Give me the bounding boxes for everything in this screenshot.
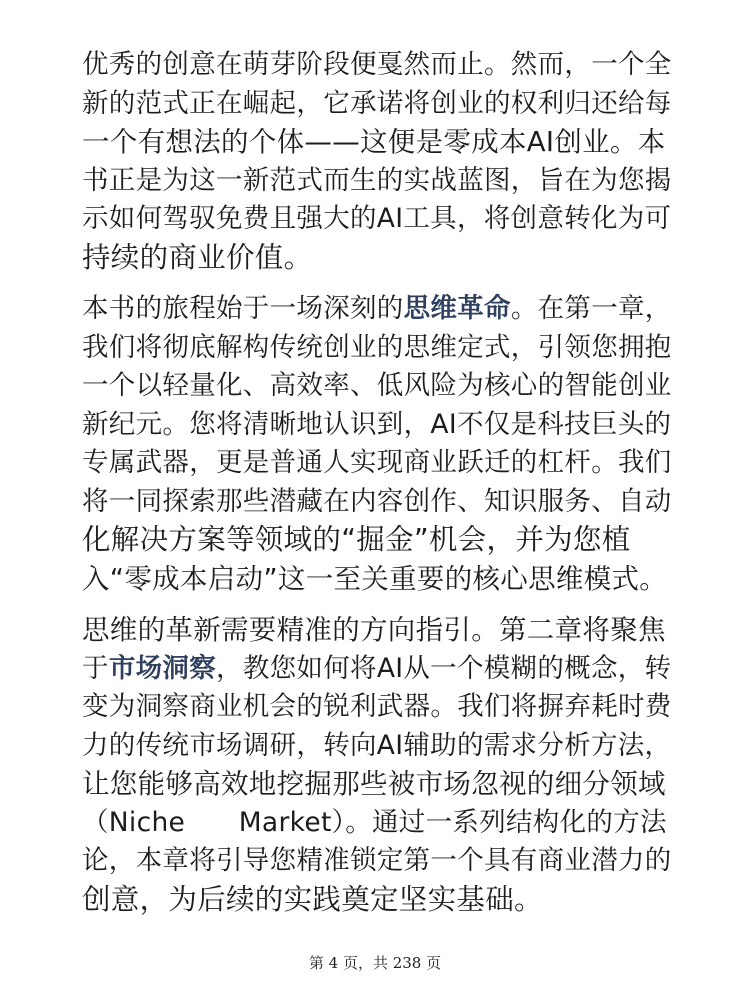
text-line	[82, 290, 672, 329]
text-line	[82, 842, 672, 881]
text-run: 一个以轻量化、高效率、低风险为核心的智能创业	[82, 370, 672, 401]
text-run: 力的传统市场调研，转向AI辅助的需求分析方法，	[82, 729, 672, 761]
text-run: 于	[82, 652, 109, 684]
text-line	[82, 521, 672, 560]
text-line	[82, 444, 672, 483]
text-run: ，教您如何将AI从一个模糊的概念，转	[216, 652, 672, 684]
paragraph	[82, 290, 672, 598]
text-line	[82, 560, 672, 599]
text-line	[82, 881, 672, 920]
text-line	[82, 85, 672, 124]
text-line	[82, 650, 672, 689]
text-line	[82, 239, 672, 278]
text-line	[82, 329, 672, 368]
text-run: 本书的旅程始于一场深刻的	[82, 293, 404, 324]
text-line	[82, 688, 672, 727]
text-run: 示如何驾驭免费且强大的AI工具，将创意转化为可	[82, 203, 672, 234]
text-line	[82, 162, 672, 201]
document-body	[82, 46, 672, 932]
paragraph	[82, 46, 672, 277]
text-run: 优秀的创意在萌芽阶段便戛然而止。然而，一个全	[82, 49, 672, 80]
text-run: 将一同探索那些潜藏在内容创作、知识服务、自动	[82, 485, 672, 517]
text-line	[82, 46, 672, 85]
text-run: 入“零成本启动”这一至关重要的核心思维模式。	[82, 562, 668, 595]
text-run: 书正是为这一新范式而生的实战蓝图，旨在为您揭	[82, 164, 672, 196]
text-run: （Niche Market）。通过一系列结构化的方法	[82, 806, 667, 838]
text-run: 化解决方案等领域的“掘金”机会，并为您植	[82, 523, 631, 556]
text-line	[82, 765, 672, 804]
text-run: 一个有想法的个体——这便是零成本AI创业。本	[82, 126, 666, 158]
text-line	[82, 200, 672, 239]
text-line	[82, 367, 672, 406]
text-run: 。在第一章，	[510, 293, 672, 324]
highlighted-term: 市场洞察	[108, 652, 217, 684]
text-run: 创意，为后续的实践奠定坚实基础。	[82, 882, 543, 916]
text-run: 持续的商业价值。	[82, 240, 313, 274]
text-run: 新纪元。您将清晰地认识到，AI不仅是科技巨头的	[82, 408, 672, 440]
text-line	[82, 483, 672, 522]
text-line	[82, 123, 672, 162]
text-run: 专属武器，更是普通人实现商业跃迁的杠杆。我们	[82, 447, 672, 478]
page-number-footer: 第 4 页，共 238 页	[308, 954, 442, 972]
text-run: 变为洞察商业机会的锐利武器。我们将摒弃耗时费	[82, 691, 672, 722]
text-line	[82, 727, 672, 766]
text-run: 新的范式正在崛起，它承诺将创业的权利归还给每	[82, 87, 672, 119]
text-run: 让您能够高效地挖掘那些被市场忽视的细分领域	[82, 768, 666, 800]
text-run: 论，本章将引导您精准锁定第一个具有商业潜力的	[82, 845, 672, 876]
highlighted-term: 思维革命	[403, 293, 511, 324]
paragraph	[82, 611, 672, 919]
text-line	[82, 406, 672, 445]
text-run: 我们将彻底解构传统创业的思维定式，引领您拥抱	[82, 331, 672, 363]
text-line	[82, 611, 672, 650]
text-run: 思维的革新需要精准的方向指引。第二章将聚焦	[82, 614, 666, 646]
text-line	[82, 804, 672, 843]
